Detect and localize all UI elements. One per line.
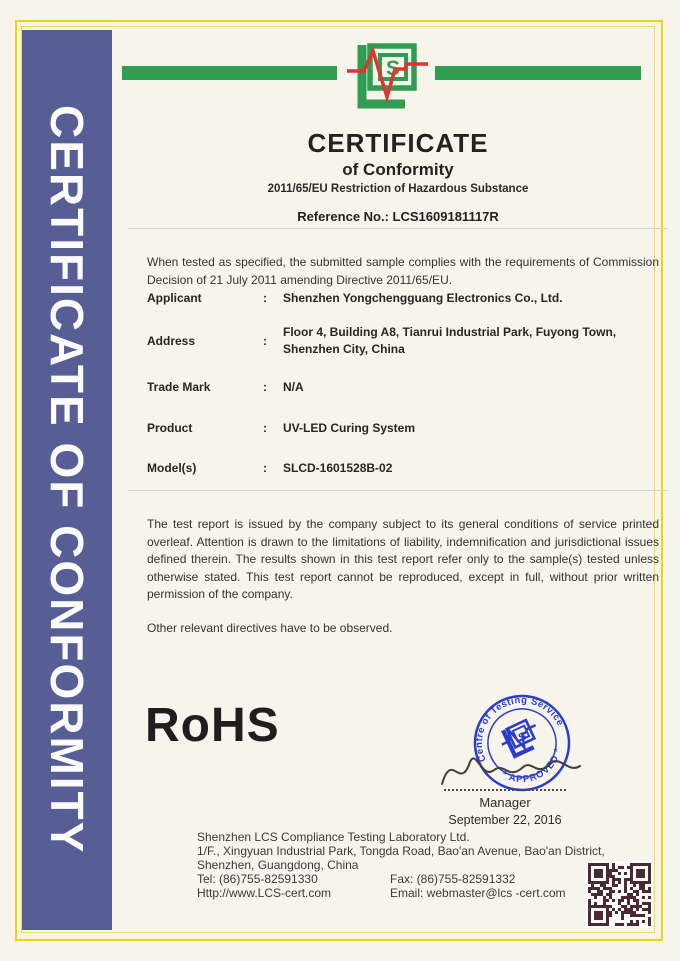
reference-number: Reference No.: LCS1609181117R [297,209,499,224]
compliance-statement: When tested as specified, the submitted sample complies with the requirements of Commission Decision of 21 July 2011 amending Directive 2011/65/EU. [147,255,659,287]
field-separator: : [263,291,267,305]
divider-top [128,228,668,229]
field-separator: : [263,333,267,348]
directive-line: 2011/65/EU Restriction of Hazardous Substance [267,183,529,195]
field-value: UV-LED Curing System [283,421,416,435]
field-separator: : [263,461,267,475]
other-directives-note: Other relevant directives have to be observed. [147,621,393,635]
field-label: Product [147,421,193,435]
header-green-rule-left [122,66,337,80]
field-row-trademark [147,379,663,396]
field-label: Model(s) [147,461,197,475]
stamp-bottom-text: * APPROVED * [499,746,564,786]
field-value: Floor 4, Building A8, Tianrui Industrial Park, Fuyong Town, Shenzhen City, China [283,325,617,356]
field-label: Address [147,333,196,348]
field-row-models [147,460,663,477]
footer-fax: Fax: (86)755-82591332 [390,872,516,886]
field-separator: : [263,380,267,394]
footer-address-line2: Shenzhen, Guangdong, China [197,858,359,872]
footer-address-line1: 1/F., Xingyuan Industrial Park, Tongda Road, Bao'an Avenue, Bao'an District, [197,844,605,858]
footer-company: Shenzhen LCS Compliance Testing Laboratory Ltd. [197,830,470,844]
signature-date: September 22, 2016 [448,813,562,827]
terms-paragraph: The test report is issued by the company subject to its general conditions of service printed overleaf. Attention is drawn to the limitations of liability, indemnification and jurisdictional issues defined therein. The results shown in this test report refer only to the sample(s) tested unless otherwise stated. This test report cannot be reproduced, except in full, without prior written permission of the company. [147,517,659,601]
field-label: Applicant [147,291,202,305]
stamp-top-text: Centre of Testing Service [473,694,566,764]
lcs-logo-letter: S [385,57,401,80]
field-separator: : [263,421,267,435]
header-green-rule-right [435,66,641,80]
field-row-product [147,420,663,437]
signature-dotted-line [444,789,566,791]
stamp-logo-letter: S [516,730,529,745]
signer-title: Manager [479,795,531,810]
qr-code [586,861,653,928]
certificate-subtitle: of Conformity [342,160,454,179]
field-label: Trade Mark [147,380,211,394]
certificate-title: CERTIFICATE [307,128,489,158]
divider-bottom [128,490,668,491]
sidebar-vertical-title: CERTIFICATE OF CONFORMITY [41,105,93,855]
footer-email: Email: webmaster@lcs -cert.com [390,886,566,900]
sidebar-banner [22,30,112,930]
field-value: Shenzhen Yongchengguang Electronics Co., Ltd. [283,291,563,305]
handwritten-signature [438,740,583,795]
field-value: SLCD-1601528B-02 [283,461,393,475]
footer-tel: Tel: (86)755-82591330 [197,872,318,886]
lcs-logo-icon [347,42,428,109]
footer-website: Http://www.LCS-cert.com [197,886,332,900]
field-row-address [147,324,663,358]
rohs-mark: RoHS [145,699,280,752]
field-value: N/A [283,380,304,394]
field-row-applicant [147,290,663,307]
